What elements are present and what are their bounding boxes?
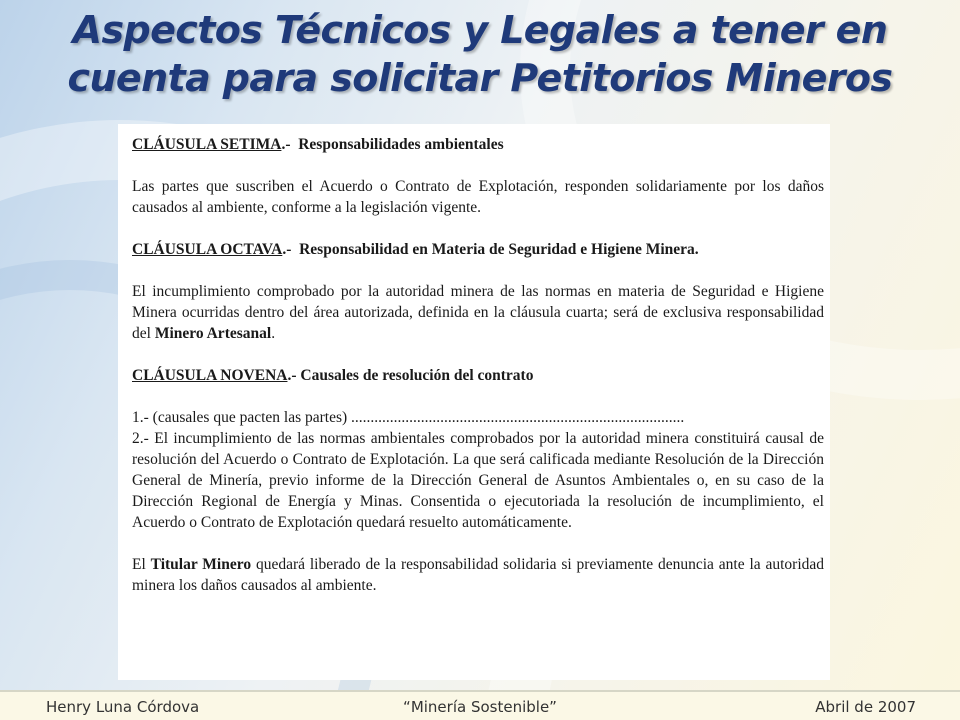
clause-9-heading	[132, 365, 824, 386]
slide-title-line-1: Aspectos Técnicos y Legales a tener en	[72, 8, 888, 52]
document-excerpt	[118, 124, 830, 680]
clause-9-label: CLÁUSULA NOVENA	[132, 367, 288, 384]
clause-9-final-start: El	[132, 556, 146, 573]
clause-9-final	[132, 554, 824, 596]
footer-author: Henry Luna Córdova	[46, 698, 200, 716]
clause-7-heading	[132, 134, 824, 155]
clause-8-body-text: El incumplimiento comprobado por la autoridad minera de las normas en materia de Seguridad e Higiene Minera ocurridas dentro del área autorizada, definida en la cláusula cuarta; será de exclusiva responsabilidad del	[132, 283, 824, 342]
clause-8-title: Responsabilidad en Materia de Seguridad e Higiene Minera.	[299, 241, 699, 258]
clause-7-label: CLÁUSULA SETIMA	[132, 136, 282, 153]
footer-subtitle: “Minería Sostenible”	[403, 698, 557, 716]
clause-8-body-bold: Minero Artesanal	[154, 325, 272, 342]
clause-7-separator: .-	[281, 136, 291, 153]
clause-9-separator: .-	[287, 367, 297, 384]
footer-date: Abril de 2007	[815, 698, 916, 716]
clause-8-label: CLÁUSULA OCTAVA	[132, 241, 283, 258]
footer-bar	[0, 690, 960, 720]
clause-7-body: Las partes que suscriben el Acuerdo o Contrato de Explotación, responden solidariamente por los daños causados al ambiente, conforme a la legislación vigente.	[132, 178, 824, 216]
clause-9-title: Causales de resolución del contrato	[300, 367, 534, 384]
slide-title	[40, 6, 920, 102]
clause-9-final-end: quedará liberado de la responsabilidad solidaria si previamente denuncia ante la autoridad minera los daños causados al ambiente.	[132, 556, 825, 594]
slide-title-line-2: cuenta para solicitar Petitorios Mineros	[67, 56, 893, 100]
clause-7-title: Responsabilidades ambientales	[298, 136, 504, 153]
clause-8-heading	[132, 239, 824, 260]
clause-8-body-end: .	[271, 325, 276, 342]
clause-9-item-1: 1.- (causales que pacten las partes) ......................................................................................	[132, 409, 685, 426]
clause-8-separator: .-	[282, 241, 292, 258]
clause-8-body	[132, 281, 824, 344]
clause-9-item-2: 2.- El incumplimiento de las normas ambientales comprobados por la autoridad minera constituirá causal de resolución del Acuerdo o Contrato de Explotación. La que será calificada mediante Resolución de la Dirección General de Minería, previo informe de la Dirección General de Asuntos Ambientales o, en su caso de la Dirección Regional de Energía y Minas. Consentida o ejecutoriada la resolución de incumplimiento, el Acuerdo o Contrato de Explotación quedará resuelto automáticamente.	[132, 430, 824, 531]
clause-9-final-bold: Titular Minero	[150, 556, 252, 573]
